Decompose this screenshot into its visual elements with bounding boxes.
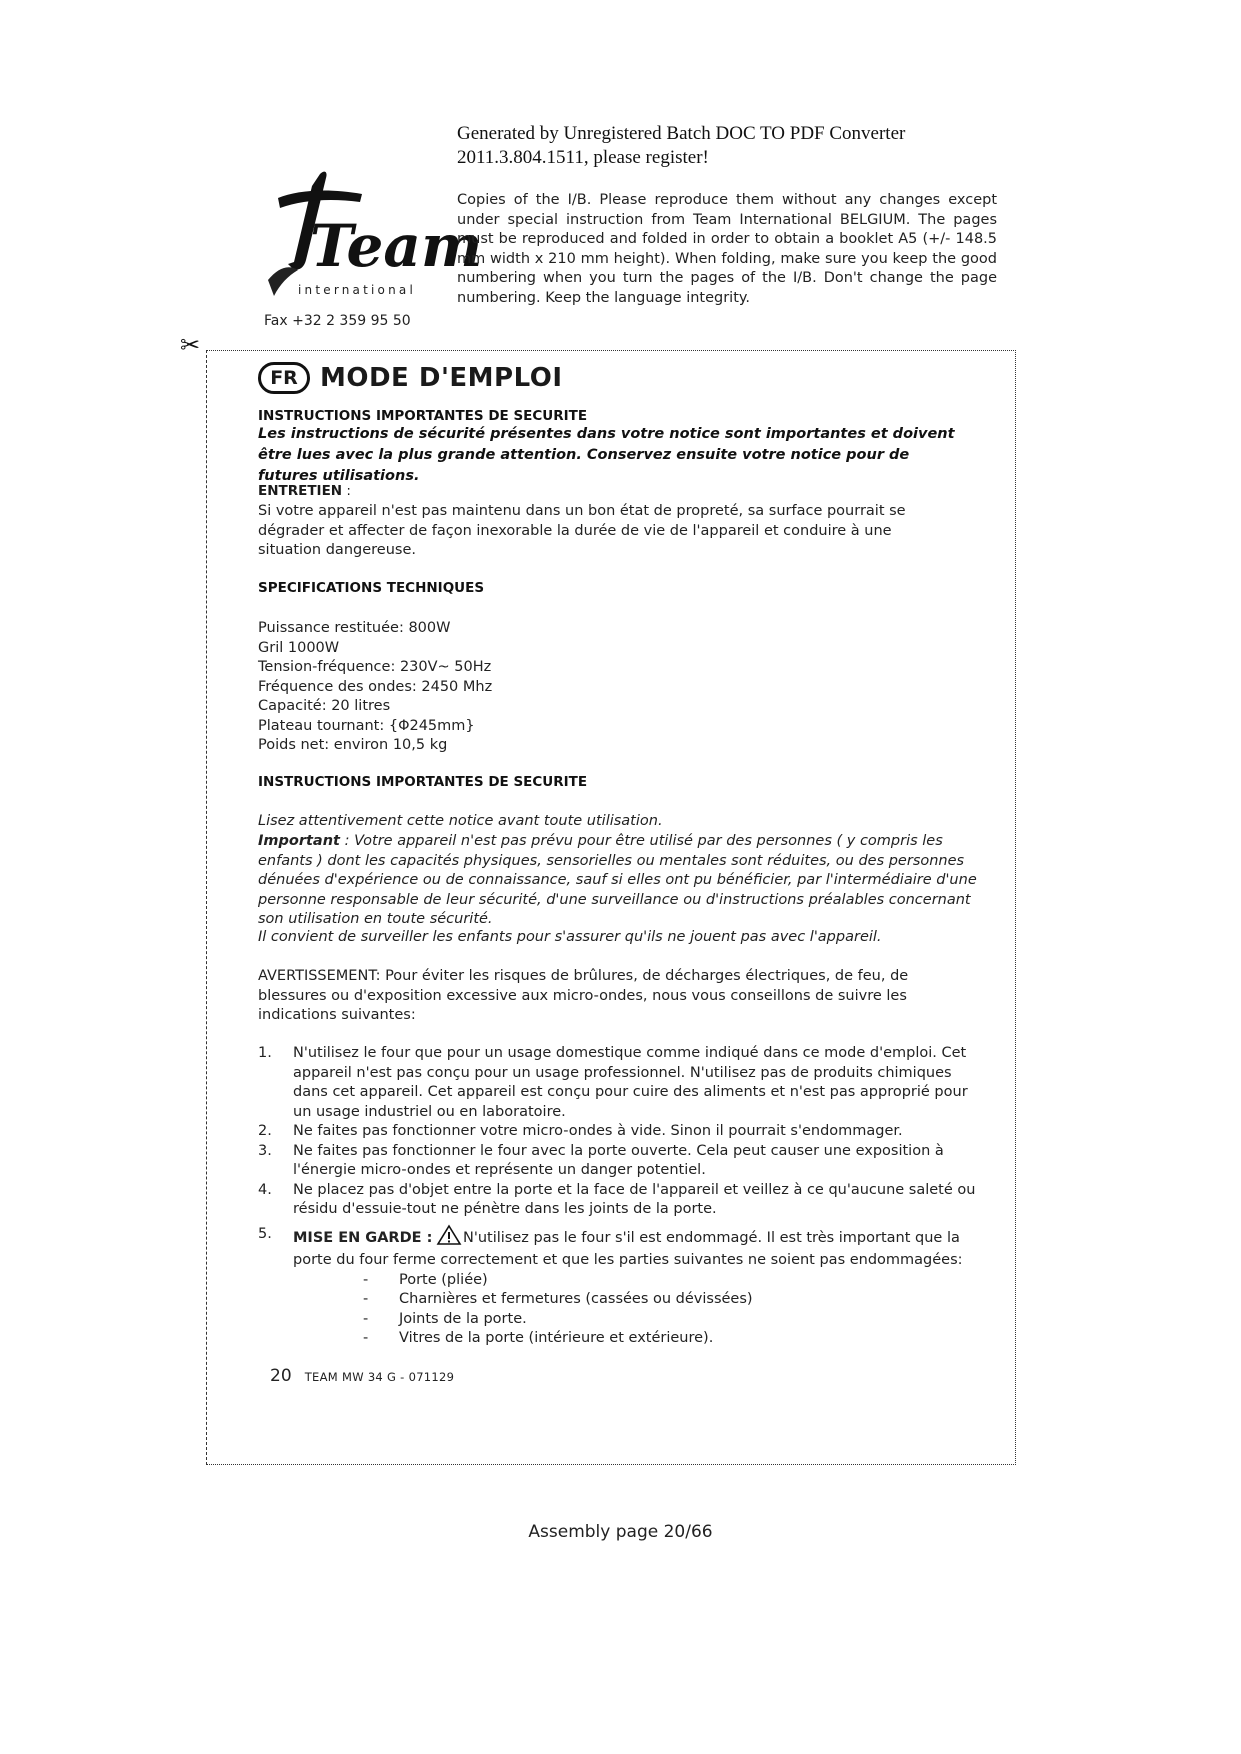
language-badge: FR <box>258 362 310 394</box>
damage-sublist <box>258 1271 978 1349</box>
list-item-number: 3. <box>258 1142 272 1159</box>
specs-list <box>258 619 492 756</box>
spec-item: Capacité: 20 litres <box>258 698 391 714</box>
sublist-item: - Charnières et fermetures (cassées ou dévissées) <box>363 1290 978 1310</box>
important-label: Important <box>258 833 340 849</box>
sublist-item-text: Vitres de la porte (intérieure et extérieure). <box>399 1330 714 1346</box>
spec-item: Plateau tournant: {Φ245mm} <box>258 717 475 734</box>
list-item-text <box>293 1225 978 1271</box>
maintenance-heading: ENTRETIEN <box>258 483 343 499</box>
list-item-text: N'utilisez le four que pour un usage domestique comme indiqué dans ce mode d'emploi. Cet appareil n'est pas conçu pour un usage professionnel. N'utilisez pas de produits chimiques dans cet appareil. Cet appareil est conçu pour cuire des aliments et n'est pas approprié pour un usage industriel ou en laboratoire. <box>293 1045 968 1120</box>
safety-heading-2: INSTRUCTIONS IMPORTANTES DE SECURITE <box>258 774 588 790</box>
list-item-text: Ne faites pas fonctionner le four avec la porte ouverte. Cela peut causer une exposition à l'énergie micro-ondes et représente un danger potentiel. <box>293 1142 944 1178</box>
specs-heading: SPECIFICATIONS TECHNIQUES <box>258 580 485 596</box>
safety-intro: Les instructions de sécurité présentes dans votre notice sont importantes et doivent être lues avec la plus grande attention. Conservez ensuite votre notice pour de futures utilisations. <box>258 426 955 484</box>
fax-number: Fax +32 2 359 95 50 <box>264 313 411 329</box>
list-item-number: 1. <box>258 1045 272 1061</box>
list-item <box>258 1181 978 1220</box>
sublist-item: - Porte (pliée) <box>363 1271 978 1291</box>
list-item <box>258 1142 978 1181</box>
spec-item: Fréquence des ondes: 2450 Mhz <box>258 678 493 695</box>
read-notice: Lisez attentivement cette notice avant toute utilisation. <box>258 813 663 829</box>
important-text: : Votre appareil n'est pas prévu pour être utilisé par des personnes ( y compris les enfants ) dont les capacités physiques, sensorielles ou mentales sont réduites, ou des personnes dénuées d'expérience ou de connaissance, sauf si elles ont pu bénéficier, par l'intermédiaire d'une personne responsable de leur sécurité, d'une surveillance ou d'instructions préalables concernant son utilisation en toute sécurité. <box>258 833 977 927</box>
caution-text: N'utilisez pas le four s'il est endommagé. Il est très important que la porte du four ferme correctement et que les parties suivantes ne soient pas endommagées: <box>293 1229 963 1268</box>
converter-notice <box>457 122 977 170</box>
spec-item: Poids net: environ 10,5 kg <box>258 737 448 753</box>
caution-label: MISE EN GARDE : <box>293 1229 433 1246</box>
children-notice: Il convient de surveiller les enfants pour s'assurer qu'ils ne jouent pas avec l'appareil. <box>258 929 882 945</box>
model-code: TEAM MW 34 G - 071129 <box>304 1370 455 1384</box>
converter-notice-line1: Generated by Unregistered Batch DOC TO PDF Converter <box>457 123 906 144</box>
safety-list <box>258 1044 978 1349</box>
title-row <box>258 360 563 396</box>
assembly-page-label: Assembly page 20/66 <box>528 1522 713 1542</box>
team-logo <box>258 168 483 308</box>
list-item-number: 2. <box>258 1123 272 1139</box>
converter-notice-line2: 2011.3.804.1511, please register! <box>457 147 709 168</box>
sublist-item-text: Charnières et fermetures (cassées ou dévissées) <box>399 1291 753 1307</box>
page-number: 20 <box>270 1366 292 1386</box>
team-logo-wordmark: Team <box>310 212 483 280</box>
copies-instructions: Copies of the I/B. Please reproduce them without any changes except under special instruction from Team International BELGIUM. The pages must be reproduced and folded in order to obtain a booklet A5 (+/- 148.5 mm width x 210 mm height). When folding, make sure you keep the good numbering when you turn the pages of the I/B. Don't change the page numbering. Keep the language integrity. <box>457 192 997 306</box>
booklet-footer <box>270 1366 454 1386</box>
sublist-item-text: Porte (pliée) <box>399 1271 488 1288</box>
important-paragraph <box>258 832 983 930</box>
list-item <box>258 1225 978 1271</box>
team-logo-graphic <box>258 168 483 308</box>
spec-item: Puissance restituée: 800W <box>258 620 451 636</box>
maintenance-heading-row <box>258 483 351 499</box>
sublist-item: - Vitres de la porte (intérieure et extérieure). <box>363 1329 978 1349</box>
page-title: MODE D'EMPLOI <box>320 363 563 393</box>
warning-paragraph: AVERTISSEMENT: Pour éviter les risques de brûlures, de décharges électriques, de feu, de blessures ou d'exposition excessive aux micro-ondes, nous vous conseillons de suivre les indications suivantes: <box>258 968 909 1023</box>
spec-item: Tension-fréquence: 230V~ 50Hz <box>258 659 492 675</box>
warning-triangle-icon <box>437 1225 461 1252</box>
list-item-number: 4. <box>258 1181 272 1198</box>
list-item-text: Ne faites pas fonctionner votre micro-ondes à vide. Sinon il pourrait s'endommager. <box>293 1123 903 1139</box>
team-logo-subtext: international <box>298 283 416 297</box>
list-item <box>258 1122 978 1142</box>
sublist-item: - Joints de la porte. <box>363 1310 978 1330</box>
maintenance-heading-colon: : <box>342 483 351 499</box>
list-item-text: Ne placez pas d'objet entre la porte et la face de l'appareil et veillez à ce qu'aucune saleté ou résidu d'essuie-tout ne pénètre dans les joints de la porte. <box>293 1181 976 1217</box>
list-item <box>258 1044 978 1122</box>
maintenance-text: Si votre appareil n'est pas maintenu dans un bon état de propreté, sa surface pourrait se dégrader et affecter de façon inexorable la durée de vie de l'appareil et conduire à une situation dangereuse. <box>258 503 906 558</box>
spec-item: Gril 1000W <box>258 639 340 656</box>
safety-heading: INSTRUCTIONS IMPORTANTES DE SECURITE <box>258 408 588 424</box>
list-item-number: 5. <box>258 1225 272 1242</box>
scissors-icon: ✂ <box>180 331 201 359</box>
sublist-item-text: Joints de la porte. <box>399 1310 527 1327</box>
